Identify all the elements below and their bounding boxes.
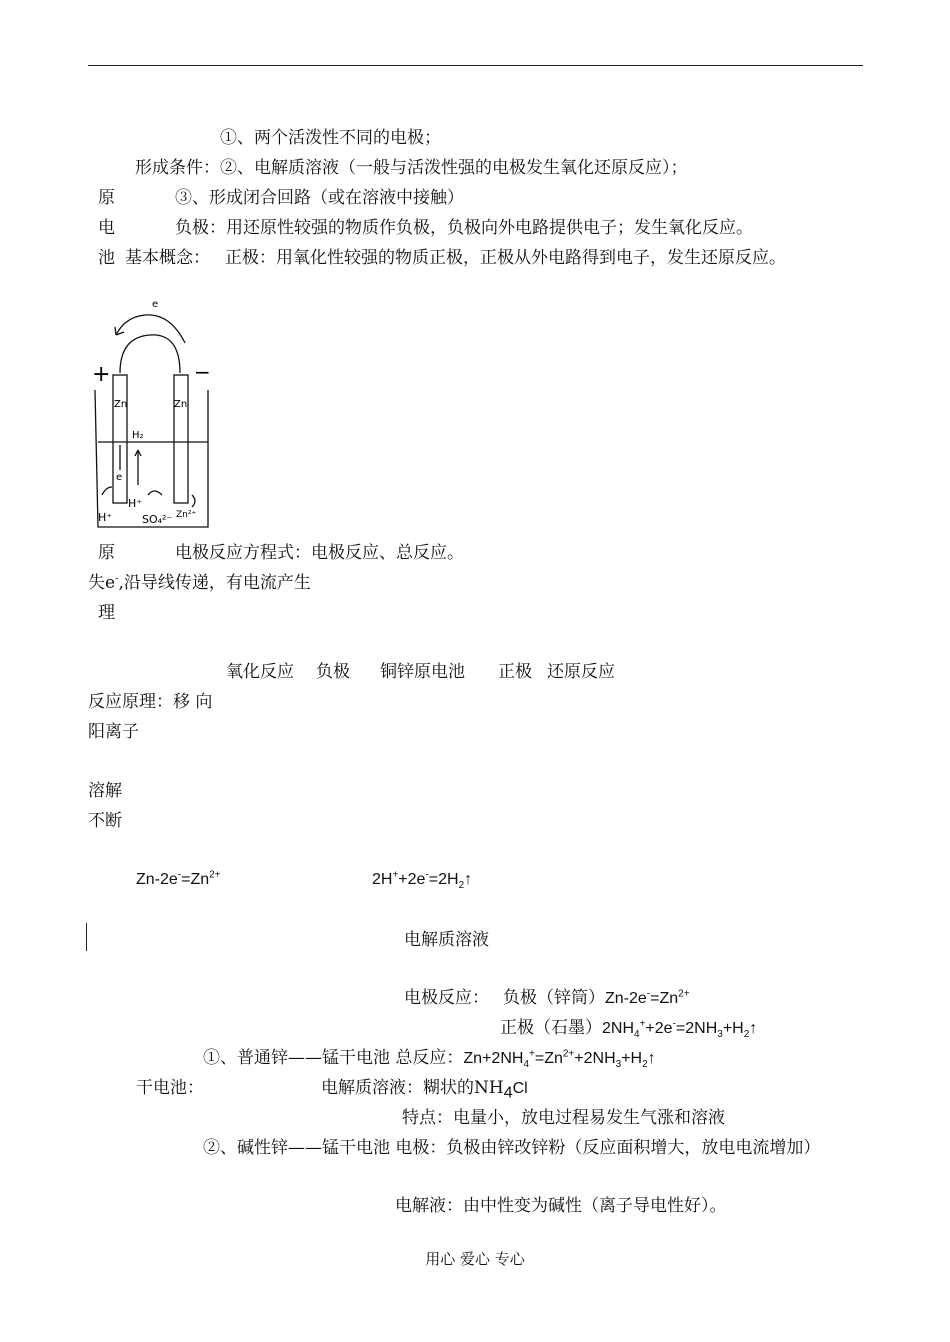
condition-label: 形成条件：②、电解质溶液（一般与活泼性强的电极发生氧化还原反应）； xyxy=(135,158,688,178)
lose-electron-text: 失e-,沿导线传递，有电流产生 xyxy=(88,573,311,593)
side-char-li: 理 xyxy=(98,603,115,623)
alkaline-dry-cell-line: ②、碱性锌——锰干电池 电极：负极由锌改锌粉（反应面积增大，放电电流增加） xyxy=(203,1138,821,1158)
electron-top-label: e xyxy=(152,299,159,310)
h-ion-mid: H⁺ xyxy=(128,497,143,510)
flow-negative: 负极 xyxy=(316,662,350,682)
ordinary-dry-cell-line: ①、普通锌——锰干电池 总反应：$Zn+2NH_4^+=Zn^{2+}+2NH_3+H_2↑$ xyxy=(203,1048,656,1071)
h2-label: H₂ xyxy=(132,430,144,441)
side-char-chi: 池 xyxy=(98,248,115,268)
flow-cell: 铜锌原电池 xyxy=(380,662,465,682)
hydrogen-half-equation: $2H^++2e^-=2H_2↑$ xyxy=(372,869,473,892)
margin-bar xyxy=(86,923,87,951)
electrode-reaction-label: 电极反应： xyxy=(404,988,489,1008)
flow-positive: 正极 xyxy=(498,662,532,682)
minus-sign: − xyxy=(194,360,211,384)
plus-sign: + xyxy=(92,362,111,387)
positive-definition: 正极：用氧化性较强的物质正极，正极从外电路得到电子，发生还原反应。 xyxy=(225,248,786,268)
condition-1: ①、两个活泼性不同的电极； xyxy=(220,128,441,148)
side-char-yuan: 原 xyxy=(98,188,115,208)
negative-definition: 负极：用还原性较强的物质作负极，负极向外电路提供电子；发生氧化反应。 xyxy=(175,218,753,238)
dissolve-label: 溶解 xyxy=(88,781,122,801)
equation-label: 电极反应方程式：电极反应、总反应。 xyxy=(175,543,464,563)
sulfate-ion: SO₄²⁻ xyxy=(142,513,173,526)
dry-cell-label: 干电池： xyxy=(136,1078,204,1098)
feature-line: 特点：电量小，放电过程易发生气涨和溶液 xyxy=(402,1108,725,1128)
zn-left-label: Zn xyxy=(114,399,128,410)
reaction-principle-label: 反应原理：移 向 xyxy=(88,692,213,712)
paste-electrolyte-line: 电解质溶液：糊状的$NH_4Cl$ xyxy=(321,1078,528,1102)
galvanic-cell-diagram xyxy=(90,295,215,530)
cation-label: 阳离子 xyxy=(88,722,139,742)
zn-right-label: Zn xyxy=(174,399,188,410)
page-footer: 用心 爱心 专心 xyxy=(425,1250,525,1268)
dry-positive-line: 正极（石墨）$2NH_4^++2e^-=2NH_3+H_2↑$ xyxy=(500,1018,758,1041)
continuous-label: 不断 xyxy=(88,811,122,831)
zinc-ion: Zn²⁺ xyxy=(176,510,197,520)
zinc-half-equation: $Zn-2e^-=Zn^{2+}$ xyxy=(136,869,221,888)
header-rule xyxy=(88,65,863,66)
electrolyte-change-line: 电解液：由中性变为碱性（离子导电性好）。 xyxy=(395,1196,727,1216)
dry-negative-line: 负极（锌筒）$Zn-2e^-=Zn^{2+}$ xyxy=(503,988,690,1008)
side-char-yuan-2: 原 xyxy=(98,543,115,563)
electrolyte-title: 电解质溶液 xyxy=(404,930,489,950)
h-ion-left: H⁺ xyxy=(98,511,113,524)
condition-3: ③、形成闭合回路（或在溶液中接触） xyxy=(175,188,464,208)
basic-concept-label: 基本概念： xyxy=(125,248,210,268)
flow-oxidation: 氧化反应 xyxy=(226,662,294,682)
side-char-dian: 电 xyxy=(98,218,115,238)
flow-reduction: 还原反应 xyxy=(547,662,615,682)
electron-mid-label: e xyxy=(116,472,123,483)
